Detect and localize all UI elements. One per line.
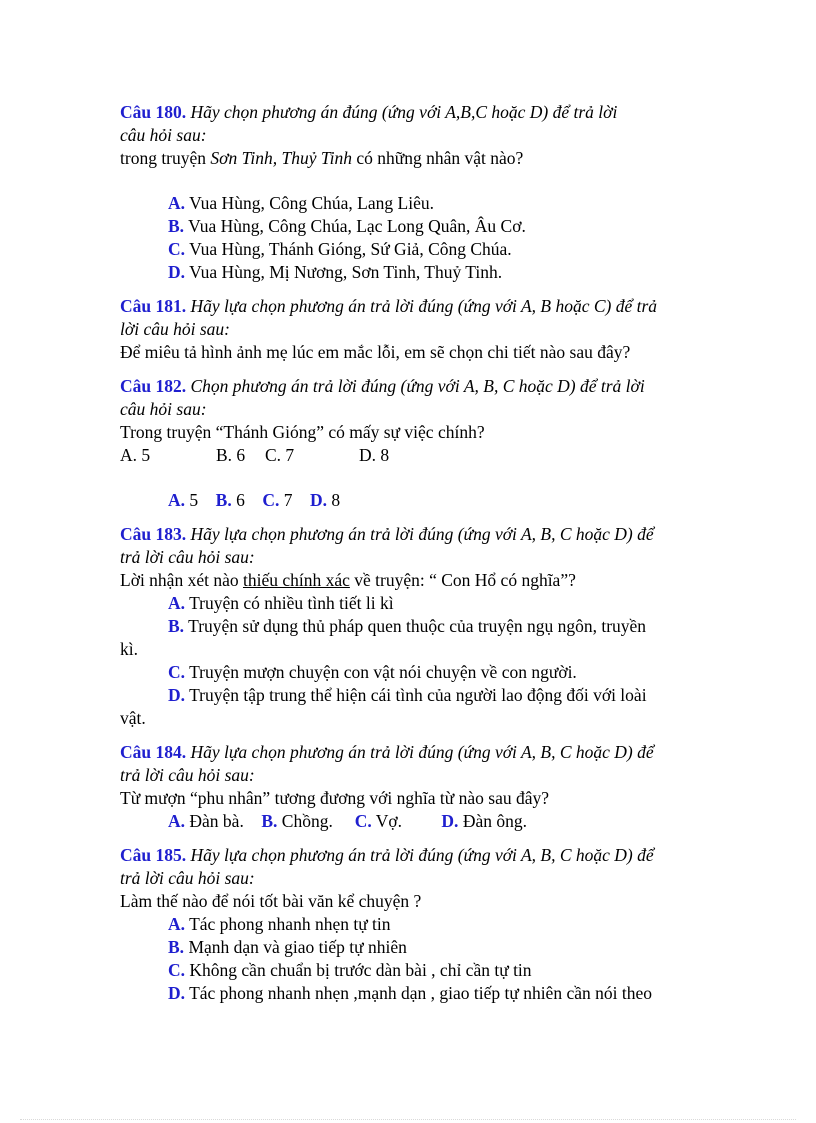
question-instruction-cont: câu hỏi sau: <box>120 125 207 145</box>
option-a <box>120 592 700 615</box>
option-d <box>120 684 700 707</box>
option-label: D. <box>168 262 186 282</box>
option-b <box>120 615 700 638</box>
stem-title: Sơn Tinh, Thuỷ Tinh <box>210 148 353 168</box>
question-number: Câu 185. <box>120 845 187 865</box>
question-instruction-cont: lời câu hỏi sau: <box>120 319 230 339</box>
question-instruction: Hãy lựa chọn phương án trả lời đúng (ứng với A, B hoặc C) để trả <box>186 296 658 316</box>
question-181 <box>120 295 700 364</box>
document-page <box>120 101 700 1016</box>
option-d <box>120 261 700 284</box>
option-label: D. <box>441 811 459 831</box>
question-185 <box>120 844 700 1005</box>
option-text: Mạnh dạn và giao tiếp tự nhiên <box>184 937 407 957</box>
option-d-cont: vật. <box>120 708 146 728</box>
option-b <box>120 936 700 959</box>
option-label: A. <box>168 914 186 934</box>
option-text: Truyện sử dụng thủ pháp quen thuộc của truyện ngụ ngôn, truyền <box>184 616 647 636</box>
question-182 <box>120 375 700 512</box>
question-number: Câu 184. <box>120 742 187 762</box>
option-c <box>120 959 700 982</box>
option-text: Không cần chuẩn bị trước dàn bài , chỉ cần tự tin <box>185 960 532 980</box>
question-183-header <box>120 523 700 546</box>
question-stem <box>120 147 700 170</box>
question-instruction: Chọn phương án trả lời đúng (ứng với A, B, C hoặc D) để trả lời <box>186 376 645 396</box>
option-label: B. <box>168 937 185 957</box>
option-label: C. <box>168 960 186 980</box>
option-text: Vua Hùng, Công Chúa, Lạc Long Quân, Âu Cơ. <box>184 216 526 236</box>
option-b-cont: kì. <box>120 639 138 659</box>
plain-option: A. 5 <box>120 445 151 465</box>
question-183 <box>120 523 700 730</box>
question-180-header <box>120 101 700 124</box>
option-label: A. <box>168 593 186 613</box>
option-a <box>120 913 700 936</box>
question-185-header <box>120 844 700 867</box>
option-text: Tác phong nhanh nhẹn tự tin <box>185 914 391 934</box>
question-stem: Để miêu tả hình ảnh mẹ lúc em mắc lỗi, em sẽ chọn chi tiết nào sau đây? <box>120 342 631 362</box>
option-label: A. <box>168 193 186 213</box>
option-a <box>120 192 700 215</box>
option-text: Chồng. <box>277 811 333 831</box>
option-d <box>120 982 700 1005</box>
stem-underlined: thiếu chính xác <box>242 570 350 590</box>
option-label: A. <box>168 811 186 831</box>
question-number: Câu 183. <box>120 524 187 544</box>
option-text: Đàn bà. <box>185 811 244 831</box>
question-instruction-cont: trả lời câu hỏi sau: <box>120 765 255 785</box>
option-label: C. <box>168 662 186 682</box>
question-stem: Làm thế nào để nói tốt bài văn kể chuyện ? <box>120 891 422 911</box>
question-instruction-cont: trả lời câu hỏi sau: <box>120 868 255 888</box>
option-text: Truyện mượn chuyện con vật nói chuyện về con người. <box>185 662 577 682</box>
question-number: Câu 181. <box>120 296 187 316</box>
option-label: D. <box>168 983 186 1003</box>
option-label: C. <box>168 239 186 259</box>
option-text: Vua Hùng, Công Chúa, Lang Liêu. <box>185 193 434 213</box>
question-instruction: Hãy lựa chọn phương án trả lời đúng (ứng với A, B, C hoặc D) để <box>186 524 654 544</box>
option-label: B. <box>215 490 232 510</box>
option-label: B. <box>261 811 278 831</box>
option-text: 8 <box>326 490 341 510</box>
question-182-header <box>120 375 700 398</box>
question-number: Câu 182. <box>120 376 187 396</box>
option-label: C. <box>354 811 372 831</box>
option-label: A. <box>168 490 186 510</box>
question-instruction-cont: trả lời câu hỏi sau: <box>120 547 255 567</box>
option-text: 7 <box>279 490 293 510</box>
page-bottom-divider <box>20 1119 796 1120</box>
question-instruction: Hãy chọn phương án đúng (ứng với A,B,C hoặc D) để trả lời <box>186 102 618 122</box>
stem-text: về truyện: “ Con Hổ có nghĩa”? <box>349 570 576 590</box>
option-label: B. <box>168 216 185 236</box>
question-stem: Từ mượn “phu nhân” tương đương với nghĩa từ nào sau đây? <box>120 788 550 808</box>
option-c <box>120 661 700 684</box>
option-label: C. <box>262 490 280 510</box>
option-label: D. <box>309 490 327 510</box>
plain-option: C. 7 <box>265 445 295 465</box>
question-181-header <box>120 295 700 318</box>
options-row <box>120 810 700 833</box>
option-text: Truyện tập trung thể hiện cái tình của người lao động đối với loài <box>185 685 647 705</box>
question-184 <box>120 741 700 833</box>
option-label: D. <box>168 685 186 705</box>
option-label: B. <box>168 616 185 636</box>
question-stem <box>120 569 700 592</box>
option-text: Truyện có nhiều tình tiết li kì <box>185 593 394 613</box>
question-instruction: Hãy lựa chọn phương án trả lời đúng (ứng với A, B, C hoặc D) để <box>186 742 654 762</box>
option-text: 5 <box>185 490 199 510</box>
option-text: Vua Hùng, Mị Nương, Sơn Tinh, Thuỷ Tinh. <box>185 262 503 282</box>
option-text: Đàn ông. <box>458 811 527 831</box>
question-instruction-cont: câu hỏi sau: <box>120 399 207 419</box>
plain-option: B. 6 <box>216 445 246 465</box>
stem-text: trong truyện <box>120 148 211 168</box>
stem-text: có những nhân vật nào? <box>352 148 524 168</box>
option-text: Vợ. <box>371 811 403 831</box>
options-row <box>120 489 700 512</box>
question-184-header <box>120 741 700 764</box>
plain-options-row <box>120 444 700 467</box>
question-number: Câu 180. <box>120 102 187 122</box>
question-instruction: Hãy lựa chọn phương án trả lời đúng (ứng với A, B, C hoặc D) để <box>186 845 654 865</box>
question-180 <box>120 101 700 284</box>
stem-text: Lời nhận xét nào <box>120 570 243 590</box>
option-c <box>120 238 700 261</box>
plain-option: D. 8 <box>359 445 390 465</box>
option-text: Vua Hùng, Thánh Gióng, Sứ Giả, Công Chúa. <box>185 239 512 259</box>
option-text: Tác phong nhanh nhẹn ,mạnh dạn , giao tiếp tự nhiên cần nói theo <box>185 983 652 1003</box>
question-stem: Trong truyện “Thánh Gióng” có mấy sự việc chính? <box>120 422 485 442</box>
option-text: 6 <box>231 490 245 510</box>
option-b <box>120 215 700 238</box>
